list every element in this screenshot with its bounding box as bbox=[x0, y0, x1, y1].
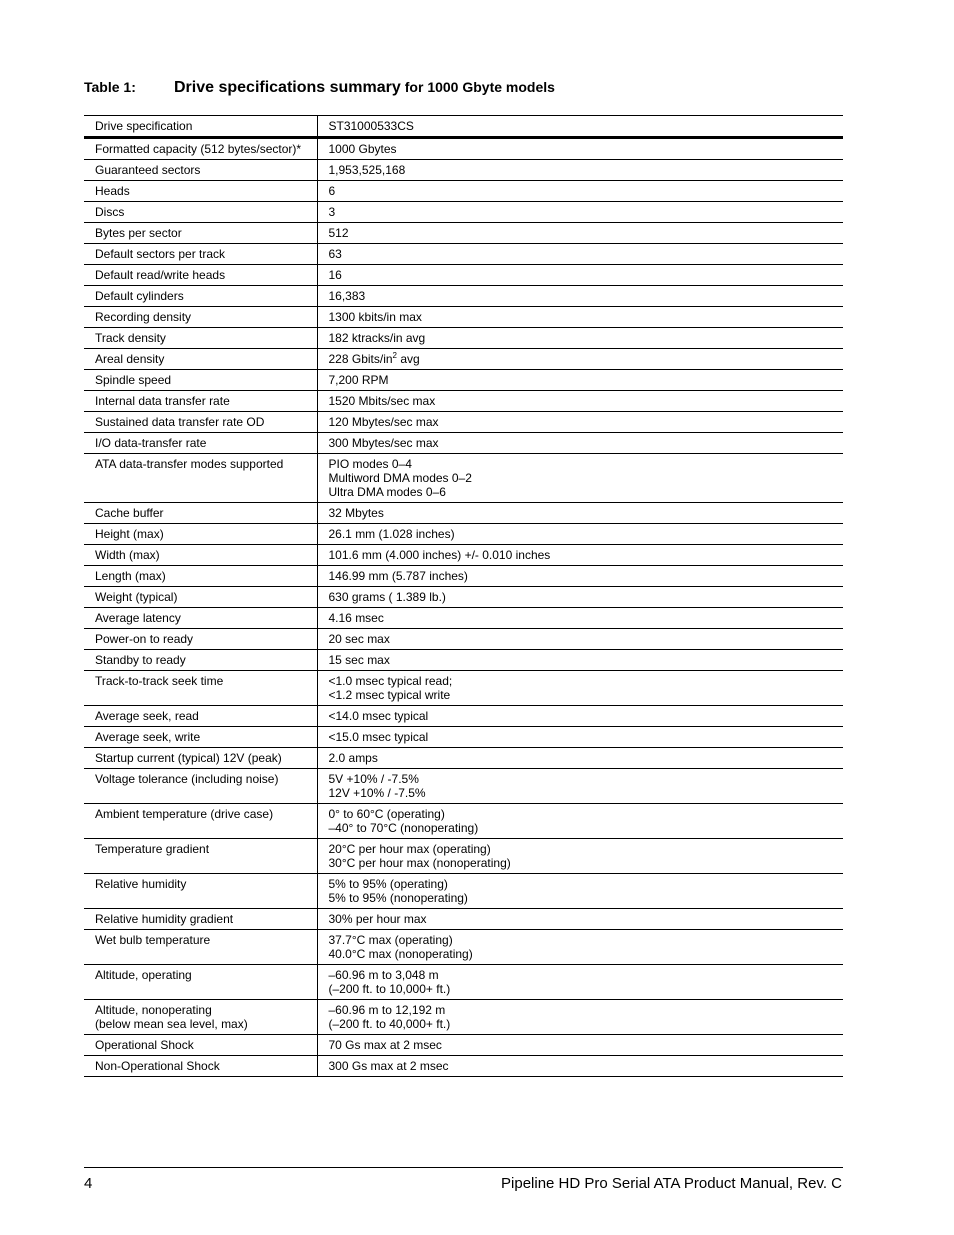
spec-value-cell: 26.1 mm (1.028 inches) bbox=[317, 524, 843, 545]
spec-name-cell: Power-on to ready bbox=[84, 629, 317, 650]
table-label: Table 1: bbox=[84, 79, 136, 95]
spec-value-cell: 1520 Mbits/sec max bbox=[317, 391, 843, 412]
table-row bbox=[84, 650, 843, 671]
table-row bbox=[84, 181, 843, 202]
spec-name-cell: Heads bbox=[84, 181, 317, 202]
spec-value-cell: 6 bbox=[317, 181, 843, 202]
spec-value-cell: 630 grams ( 1.389 lb.) bbox=[317, 587, 843, 608]
spec-value-cell: 2.0 amps bbox=[317, 748, 843, 769]
table-row bbox=[84, 1000, 843, 1035]
spec-name-cell: Default read/write heads bbox=[84, 265, 317, 286]
spec-value-cell: PIO modes 0–4 Multiword DMA modes 0–2 Ultra DMA modes 0–6 bbox=[317, 454, 843, 503]
spec-name-cell: Bytes per sector bbox=[84, 223, 317, 244]
spec-name-cell: Internal data transfer rate bbox=[84, 391, 317, 412]
table-row bbox=[84, 265, 843, 286]
table-row bbox=[84, 328, 843, 349]
spec-value-cell: –60.96 m to 12,192 m (–200 ft. to 40,000+ ft.) bbox=[317, 1000, 843, 1035]
spec-value-cell: 7,200 RPM bbox=[317, 370, 843, 391]
spec-name-cell: Ambient temperature (drive case) bbox=[84, 804, 317, 839]
spec-name-cell: Spindle speed bbox=[84, 370, 317, 391]
table-row bbox=[84, 671, 843, 706]
spec-value-cell: 4.16 msec bbox=[317, 608, 843, 629]
spec-name-cell: Sustained data transfer rate OD bbox=[84, 412, 317, 433]
spec-name-cell: Temperature gradient bbox=[84, 839, 317, 874]
table-row bbox=[84, 965, 843, 1000]
spec-value-cell: 5% to 95% (operating) 5% to 95% (nonoperating) bbox=[317, 874, 843, 909]
table-caption bbox=[84, 79, 844, 97]
spec-name-cell: Standby to ready bbox=[84, 650, 317, 671]
spec-value-cell: 1000 Gbytes bbox=[317, 138, 843, 160]
table-row bbox=[84, 874, 843, 909]
superscript-two: 2 bbox=[392, 351, 397, 360]
spec-value-cell: 300 Gs max at 2 msec bbox=[317, 1056, 843, 1077]
table-row bbox=[84, 202, 843, 223]
spec-name-cell: Startup current (typical) 12V (peak) bbox=[84, 748, 317, 769]
spec-value-cell: 0° to 60°C (operating) –40° to 70°C (nonoperating) bbox=[317, 804, 843, 839]
table-row bbox=[84, 433, 843, 454]
table-row bbox=[84, 839, 843, 874]
spec-value-cell: 16,383 bbox=[317, 286, 843, 307]
table-row bbox=[84, 160, 843, 181]
spec-value-cell: 182 ktracks/in avg bbox=[317, 328, 843, 349]
spec-name-cell: Recording density bbox=[84, 307, 317, 328]
spec-value-cell: 20°C per hour max (operating) 30°C per hour max (nonoperating) bbox=[317, 839, 843, 874]
table-row bbox=[84, 244, 843, 265]
spec-name-cell: Altitude, operating bbox=[84, 965, 317, 1000]
spec-name-cell: Track-to-track seek time bbox=[84, 671, 317, 706]
spec-name-cell: I/O data-transfer rate bbox=[84, 433, 317, 454]
header-spec-name: Drive specification bbox=[84, 116, 317, 138]
spec-name-cell: Areal density bbox=[84, 349, 317, 370]
spec-name-cell: Relative humidity bbox=[84, 874, 317, 909]
spec-value-cell: 300 Mbytes/sec max bbox=[317, 433, 843, 454]
spec-value-cell: 1300 kbits/in max bbox=[317, 307, 843, 328]
spec-value-cell: 512 bbox=[317, 223, 843, 244]
spec-name-cell: Operational Shock bbox=[84, 1035, 317, 1056]
spec-value-cell: 3 bbox=[317, 202, 843, 223]
spec-name-cell: Average latency bbox=[84, 608, 317, 629]
footer-divider bbox=[84, 1167, 843, 1168]
spec-name-cell: Average seek, read bbox=[84, 706, 317, 727]
spec-name-cell: Track density bbox=[84, 328, 317, 349]
page-number: 4 bbox=[84, 1175, 93, 1192]
table-row bbox=[84, 608, 843, 629]
table-body bbox=[84, 116, 843, 1077]
table-row bbox=[84, 706, 843, 727]
spec-name-cell: Weight (typical) bbox=[84, 587, 317, 608]
spec-value-cell: 63 bbox=[317, 244, 843, 265]
spec-value-cell: 37.7°C max (operating) 40.0°C max (nonoperating) bbox=[317, 930, 843, 965]
table-row bbox=[84, 1035, 843, 1056]
spec-value-cell: 228 Gbits/$in^2$ avg bbox=[317, 349, 843, 370]
spec-name-cell: Relative humidity gradient bbox=[84, 909, 317, 930]
table-row bbox=[84, 748, 843, 769]
spec-name-cell: Wet bulb temperature bbox=[84, 930, 317, 965]
table-row bbox=[84, 349, 843, 370]
spec-name-cell: Height (max) bbox=[84, 524, 317, 545]
spec-value-cell: 20 sec max bbox=[317, 629, 843, 650]
spec-value-cell: 120 Mbytes/sec max bbox=[317, 412, 843, 433]
spec-name-cell: Average seek, write bbox=[84, 727, 317, 748]
spec-value-cell: –60.96 m to 3,048 m (–200 ft. to 10,000+ ft.) bbox=[317, 965, 843, 1000]
table-row bbox=[84, 138, 843, 160]
spec-name-cell: Width (max) bbox=[84, 545, 317, 566]
table-row bbox=[84, 566, 843, 587]
spec-name-cell: Default cylinders bbox=[84, 286, 317, 307]
table-row bbox=[84, 1056, 843, 1077]
table-row bbox=[84, 223, 843, 244]
table-row bbox=[84, 454, 843, 503]
table-row bbox=[84, 503, 843, 524]
table-row bbox=[84, 769, 843, 804]
document-title: Pipeline HD Pro Serial ATA Product Manual, Rev. C bbox=[501, 1175, 842, 1192]
table-row bbox=[84, 545, 843, 566]
table-row bbox=[84, 391, 843, 412]
table-row bbox=[84, 412, 843, 433]
spec-name-cell: Non-Operational Shock bbox=[84, 1056, 317, 1077]
spec-name-cell: ATA data-transfer modes supported bbox=[84, 454, 317, 503]
table-row bbox=[84, 524, 843, 545]
table-header-row bbox=[84, 116, 843, 138]
spec-value-cell: <15.0 msec typical bbox=[317, 727, 843, 748]
table-row bbox=[84, 727, 843, 748]
spec-name-cell: Length (max) bbox=[84, 566, 317, 587]
spec-name-cell: Discs bbox=[84, 202, 317, 223]
spec-name-cell: Formatted capacity (512 bytes/sector)* bbox=[84, 138, 317, 160]
spec-name-cell: Guaranteed sectors bbox=[84, 160, 317, 181]
table-row bbox=[84, 804, 843, 839]
table-row bbox=[84, 930, 843, 965]
spec-name-cell: Voltage tolerance (including noise) bbox=[84, 769, 317, 804]
spec-value-cell: 32 Mbytes bbox=[317, 503, 843, 524]
drive-specifications-table bbox=[84, 115, 843, 1077]
table-row bbox=[84, 629, 843, 650]
spec-value-cell: 15 sec max bbox=[317, 650, 843, 671]
spec-value-cell: 30% per hour max bbox=[317, 909, 843, 930]
spec-name-cell: Cache buffer bbox=[84, 503, 317, 524]
spec-value-cell: <1.0 msec typical read; <1.2 msec typical write bbox=[317, 671, 843, 706]
header-model: ST31000533CS bbox=[317, 116, 843, 138]
table-row bbox=[84, 587, 843, 608]
spec-value-cell: 1,953,525,168 bbox=[317, 160, 843, 181]
table-title: Drive specifications summary bbox=[174, 79, 401, 96]
spec-value-cell: 146.99 mm (5.787 inches) bbox=[317, 566, 843, 587]
table-row bbox=[84, 307, 843, 328]
spec-value-cell: 70 Gs max at 2 msec bbox=[317, 1035, 843, 1056]
spec-value-cell: <14.0 msec typical bbox=[317, 706, 843, 727]
spec-value-cell: 101.6 mm (4.000 inches) +/- 0.010 inches bbox=[317, 545, 843, 566]
table-row bbox=[84, 909, 843, 930]
table-row bbox=[84, 286, 843, 307]
table-row bbox=[84, 370, 843, 391]
table-title-suffix: for 1000 Gbyte models bbox=[404, 79, 555, 95]
spec-value-cell: 16 bbox=[317, 265, 843, 286]
spec-name-cell: Altitude, nonoperating (below mean sea level, max) bbox=[84, 1000, 317, 1035]
spec-value-cell: 5V +10% / -7.5% 12V +10% / -7.5% bbox=[317, 769, 843, 804]
spec-name-cell: Default sectors per track bbox=[84, 244, 317, 265]
